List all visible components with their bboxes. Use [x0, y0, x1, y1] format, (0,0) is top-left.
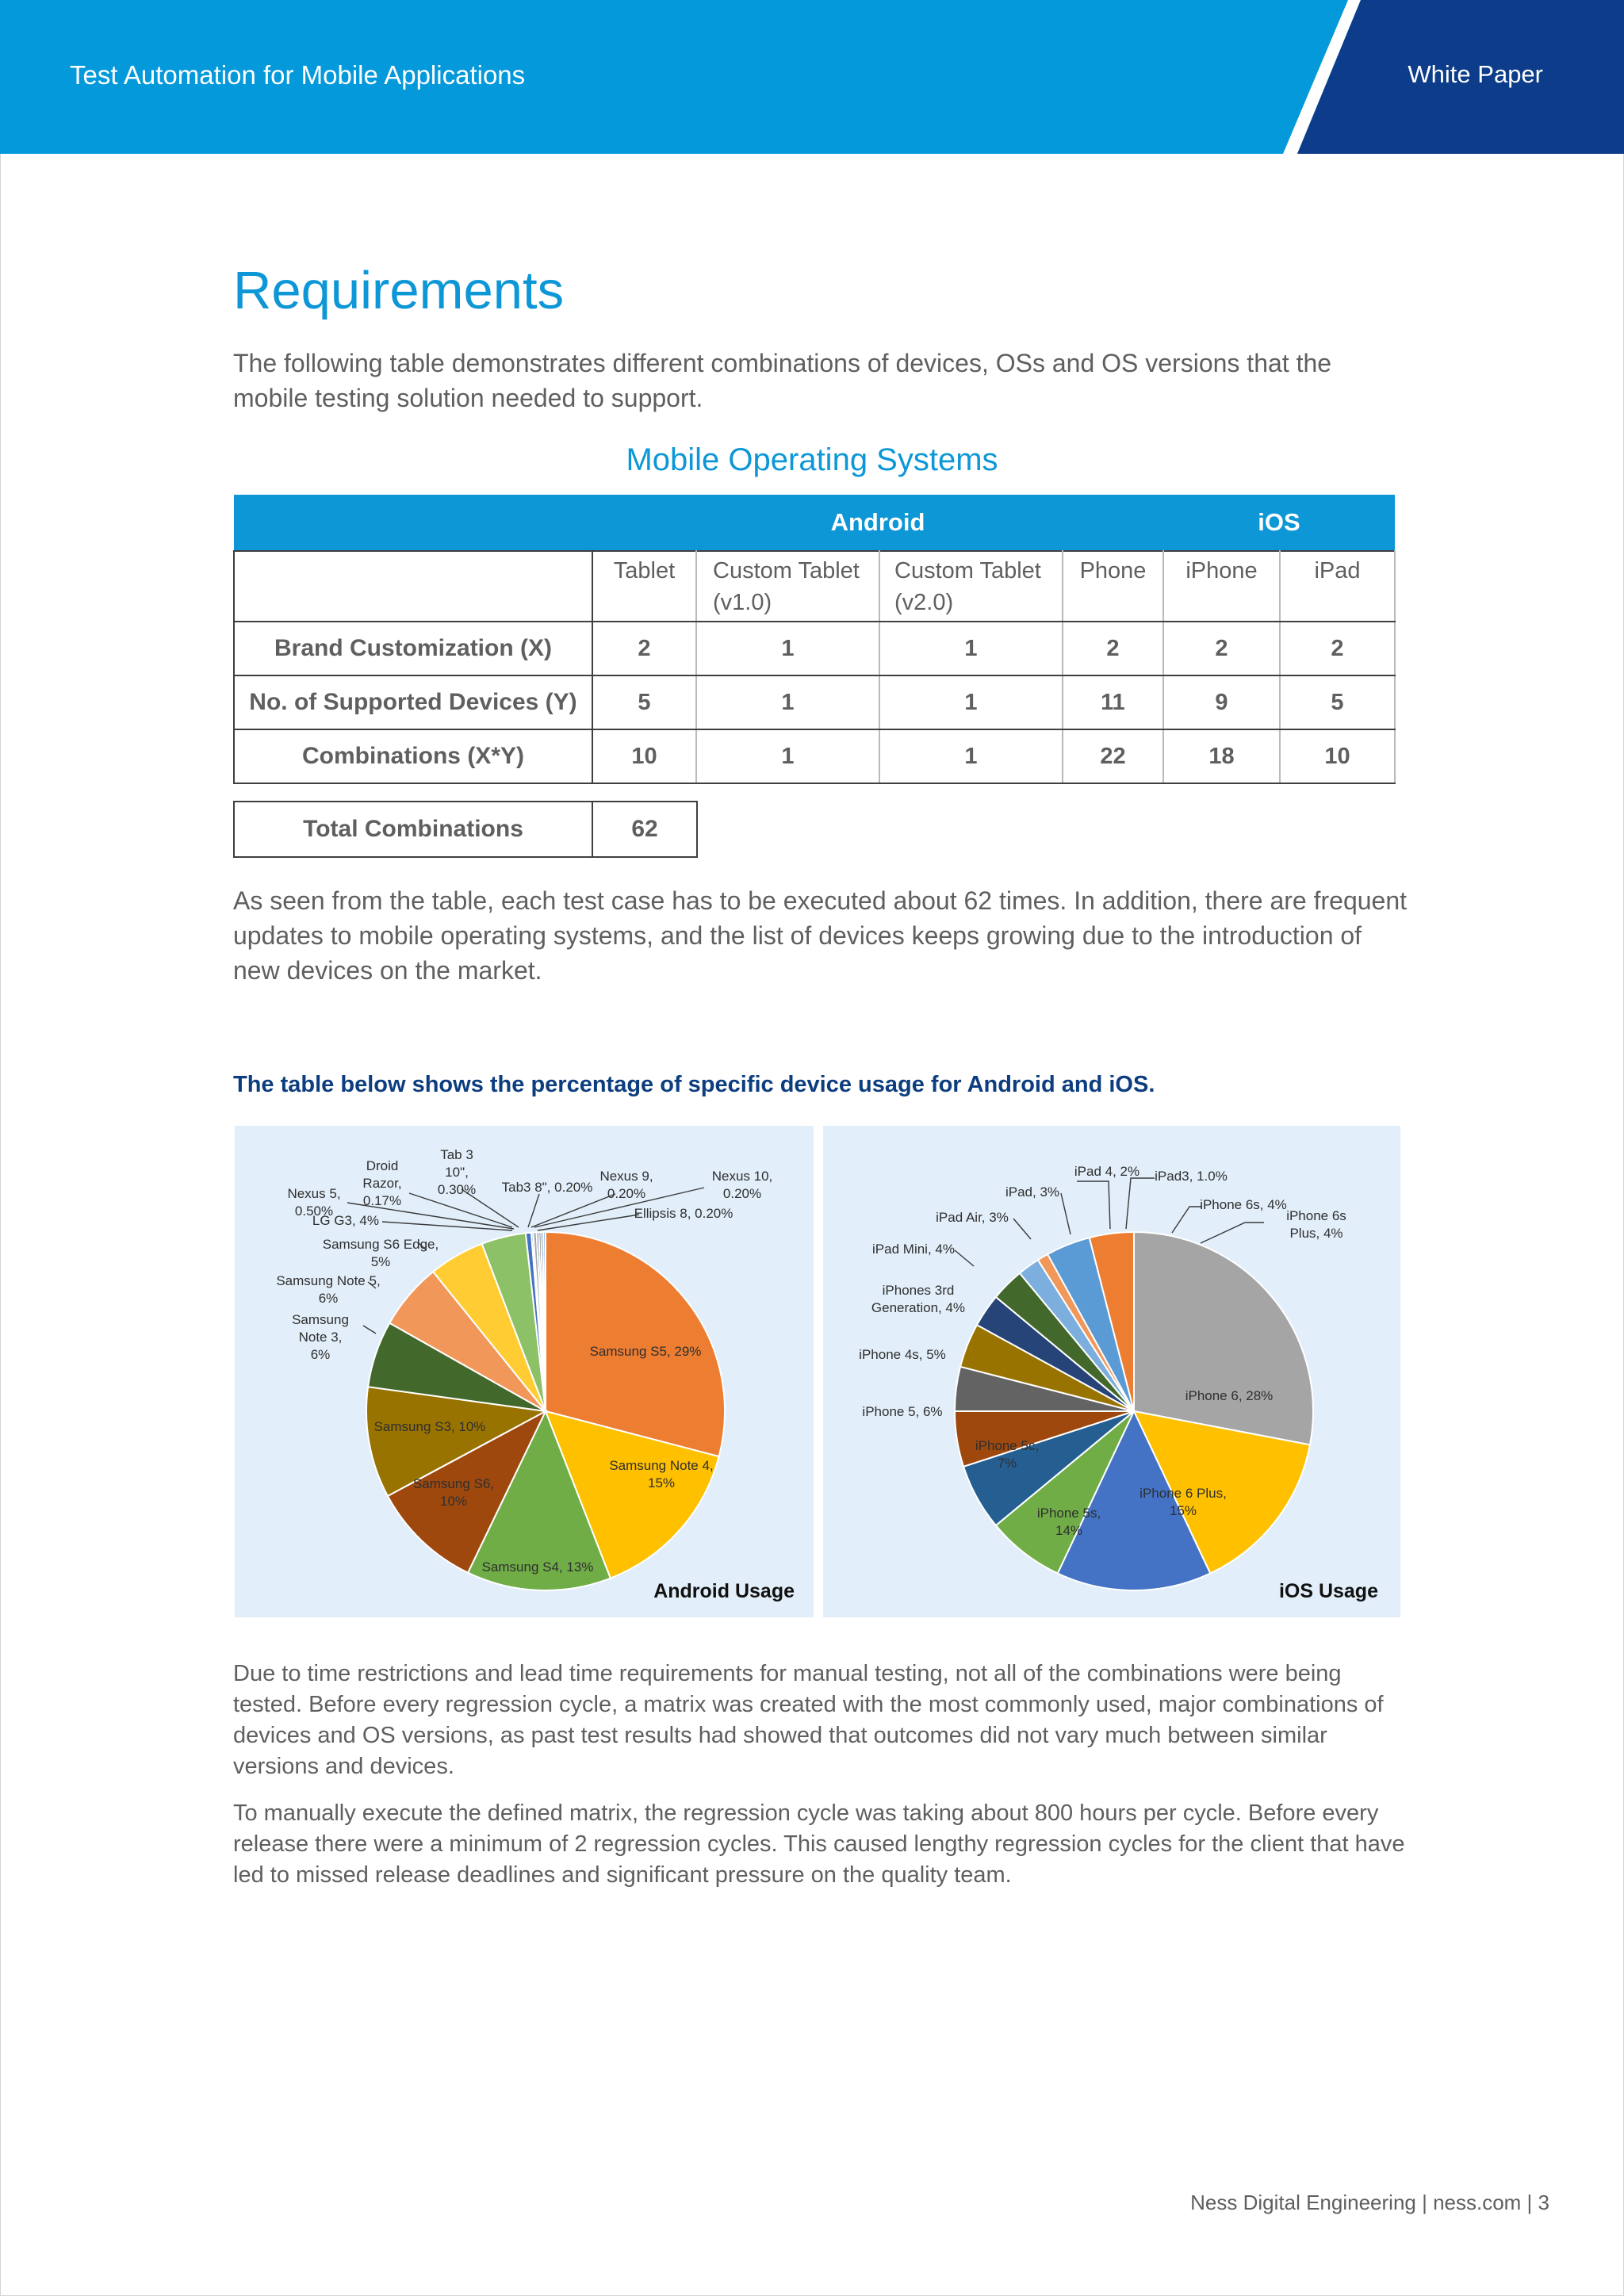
total-combinations-table — [233, 801, 698, 858]
slice-label: iPad Air, 3% — [936, 1210, 1009, 1225]
slice-label: iPad, 3% — [1005, 1184, 1060, 1200]
slice-label: Nexus 10, 0.20% — [711, 1169, 773, 1201]
leader-line — [1126, 1178, 1155, 1229]
slice-label: iPhone 5c, 7% — [975, 1438, 1040, 1471]
leader-line — [1061, 1193, 1071, 1234]
leader-line — [363, 1326, 376, 1334]
intro-paragraph: The following table demonstrates different combinations of devices, OSs and OS versions that the mobile testing solution needed to support. — [233, 349, 1332, 412]
table-row — [234, 729, 1395, 783]
slice-label: iPhones 3rd Generation, 4% — [871, 1283, 966, 1315]
column-header: Tablet — [592, 551, 696, 622]
leader-line — [955, 1250, 974, 1266]
document-type-label: White Paper — [1408, 60, 1543, 88]
slice-label: iPhone 5, 6% — [862, 1404, 943, 1419]
leader-line — [1201, 1223, 1264, 1243]
column-header: Custom Tablet (v2.0) — [879, 551, 1063, 622]
slice-label: Nexus 9, 0.20% — [599, 1169, 653, 1201]
slice-label: iPhone 6s Plus, 4% — [1286, 1208, 1346, 1241]
slice-label: Ellipsis 8, 0.20% — [634, 1206, 733, 1221]
table-title: Mobile Operating Systems — [626, 442, 998, 477]
slice-label: Nexus 5, 0.50% — [287, 1186, 341, 1219]
page-header — [0, 0, 1624, 154]
table-cell: 11 — [1063, 675, 1163, 729]
slice-label: Samsung S6, 10% — [412, 1476, 495, 1509]
table-cell: 1 — [879, 622, 1063, 675]
column-header: Custom Tablet (v1.0) — [696, 551, 879, 622]
slice-label: iPhone 5s, 14% — [1036, 1506, 1101, 1538]
table-cell: 2 — [1280, 622, 1395, 675]
slice-label: Samsung Note 5, 6% — [276, 1273, 381, 1306]
total-label: Total Combinations — [234, 802, 592, 857]
table-cell: 5 — [1280, 675, 1395, 729]
slice-label: Samsung Note 4, 15% — [609, 1458, 714, 1490]
leader-line — [1077, 1181, 1110, 1229]
android-usage-panel — [235, 1126, 814, 1617]
slice-label: iPhone 4s, 5% — [859, 1347, 946, 1362]
column-header: iPhone — [1163, 551, 1280, 622]
corner-cell — [234, 551, 592, 622]
page-footer: Ness Digital Engineering | ness.com | 3 — [1190, 2191, 1549, 2214]
table-cell: 1 — [696, 622, 879, 675]
slice-label: Tab3 8", 0.20% — [501, 1180, 593, 1195]
table-cell: 2 — [1163, 622, 1280, 675]
section-heading: Requirements — [233, 261, 565, 320]
leader-line — [1172, 1207, 1202, 1233]
slice-label: iPad 4, 2% — [1074, 1164, 1140, 1179]
column-header: iPad — [1280, 551, 1395, 622]
slice-label: iPhone 6, 28% — [1185, 1388, 1274, 1403]
android-usage-chart — [235, 1126, 814, 1617]
table-row — [234, 622, 1395, 675]
slice-label: iPad Mini, 4% — [872, 1242, 955, 1257]
requirements-table — [233, 495, 1396, 784]
slice-label: Samsung S5, 29% — [589, 1344, 702, 1359]
slice-label: Samsung S4, 13% — [481, 1559, 594, 1575]
slice-label: iPad3, 1.0% — [1155, 1169, 1228, 1184]
slice-label: LG G3, 4% — [312, 1213, 379, 1228]
chart-title: Android Usage — [653, 1580, 795, 1602]
os-ios: iOS — [1163, 495, 1395, 551]
table-row — [234, 675, 1395, 729]
leader-line — [1013, 1219, 1031, 1239]
body-paragraph: To manually execute the defined matrix, the regression cycle was taking about 800 hours per cycle. Before every release there were a minimum of 2 regression cycles. This caused lengthy regression cycles for the client that have led to missed release deadlines and significant pressure on the quality team. — [233, 1800, 1405, 1888]
slice-label: iPhone 6s, 4% — [1200, 1197, 1287, 1212]
document-title: Test Automation for Mobile Applications — [70, 60, 526, 90]
table-cell: 10 — [1280, 729, 1395, 783]
table-cell: 1 — [696, 675, 879, 729]
os-header-row — [234, 495, 1395, 551]
table-cell: 1 — [879, 675, 1063, 729]
table-cell: 1 — [879, 729, 1063, 783]
leader-line — [531, 1194, 615, 1227]
slice-label: Tab 3 10", 0.30% — [437, 1147, 477, 1197]
pie-slice — [1134, 1232, 1313, 1445]
ios-usage-panel — [823, 1126, 1400, 1617]
slice-label: Droid Razor, 0.17% — [362, 1158, 402, 1208]
chart-title: iOS Usage — [1278, 1580, 1378, 1602]
row-label: Combinations (X*Y) — [234, 729, 592, 783]
usage-heading: The table below shows the percentage of specific device usage for Android and iOS. — [233, 1072, 1155, 1097]
row-label: Brand Customization (X) — [234, 622, 592, 675]
leader-line — [409, 1193, 512, 1227]
table-cell: 9 — [1163, 675, 1280, 729]
body-paragraph: Due to time restrictions and lead time requirements for manual testing, not all of the combinations were being tested. Before every regression cycle, a matrix was created with the most commonly used, major combinations of devices and OS versions, as past test results had showed that outcomes did not vary much between similar versions and devices. — [233, 1661, 1384, 1779]
table-cell: 1 — [696, 729, 879, 783]
total-value: 62 — [592, 802, 697, 857]
column-header: Phone — [1063, 551, 1163, 622]
slice-label: iPhone 6 Plus, 15% — [1139, 1486, 1227, 1518]
table-cell: 2 — [1063, 622, 1163, 675]
row-label: No. of Supported Devices (Y) — [234, 675, 592, 729]
table-cell: 5 — [592, 675, 696, 729]
slice-label: Samsung S3, 10% — [373, 1419, 486, 1434]
table-cell: 2 — [592, 622, 696, 675]
slice-label: Samsung Note 3, 6% — [292, 1312, 349, 1362]
os-android: Android — [592, 495, 1163, 551]
table-summary-paragraph: As seen from the table, each test case has to be executed about 62 times. In addition, there are frequent updates to mobile operating systems, and the list of devices keeps growing due to the introduction of new devices on the market. — [233, 886, 1408, 985]
column-header-row — [234, 551, 1395, 622]
ios-usage-chart — [823, 1126, 1400, 1617]
leader-line — [528, 1194, 539, 1227]
table-cell: 18 — [1163, 729, 1280, 783]
slice-label: Samsung S6 Edge, 5% — [322, 1237, 439, 1269]
table-cell: 22 — [1063, 729, 1163, 783]
table-cell: 10 — [592, 729, 696, 783]
